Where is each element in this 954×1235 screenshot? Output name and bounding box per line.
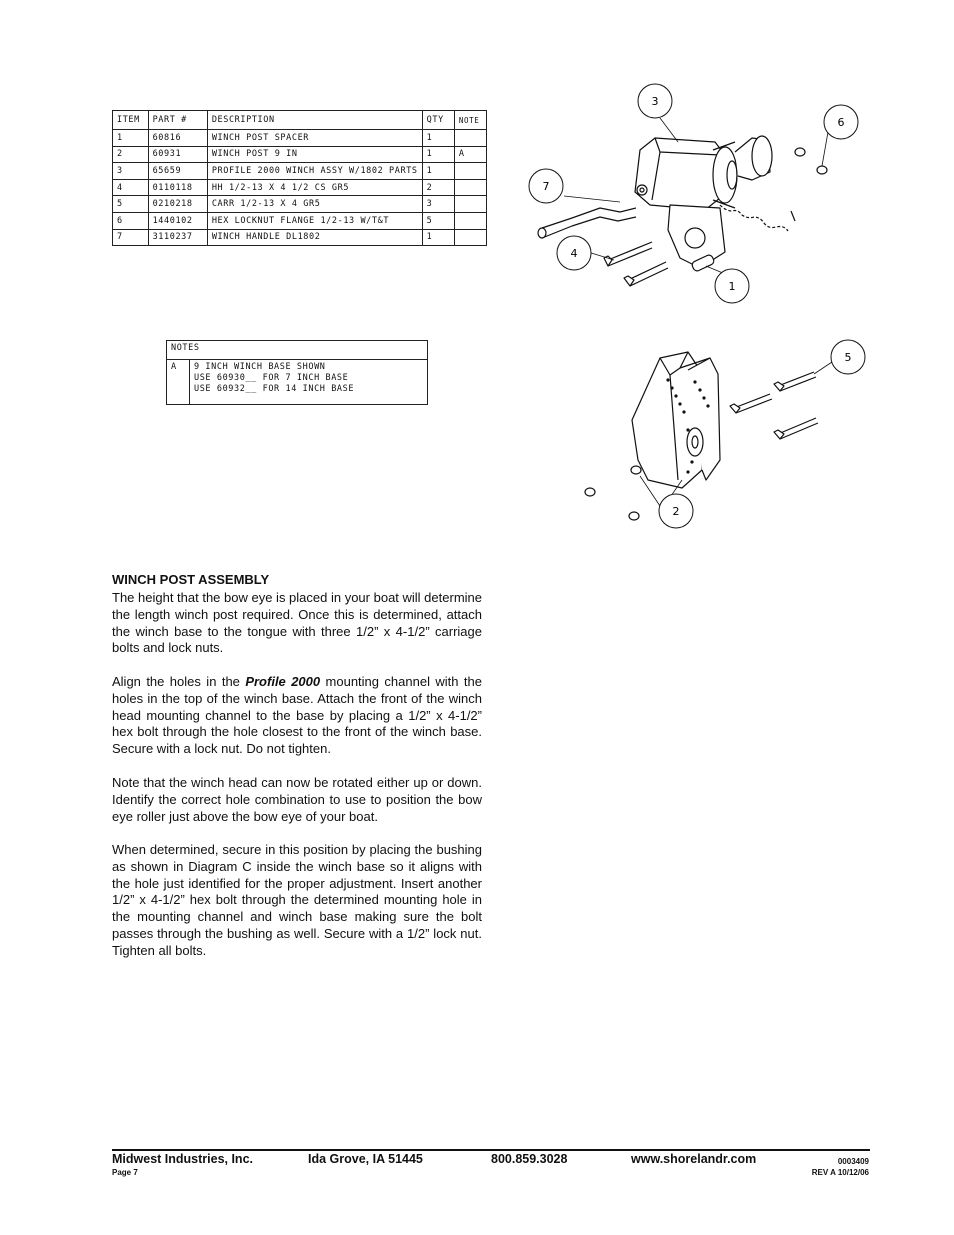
cell-note <box>454 196 486 213</box>
notes-line: 9 INCH WINCH BASE SHOWN <box>194 362 326 372</box>
cell-item: 7 <box>113 229 149 246</box>
cell-note <box>454 130 486 147</box>
callout-label: 2 <box>672 505 680 518</box>
cell-part: 3110237 <box>148 229 207 246</box>
header-note: NOTE <box>454 111 486 130</box>
table-row <box>113 212 487 229</box>
callout-4 <box>557 236 591 270</box>
cell-description: WINCH POST SPACER <box>207 130 422 147</box>
callout-label: 4 <box>570 247 578 260</box>
parts-table-header <box>113 111 487 130</box>
cell-description: WINCH HANDLE DL1802 <box>207 229 422 246</box>
paragraph-2 <box>112 674 482 758</box>
footer-company: Midwest Industries, Inc. <box>112 1152 253 1166</box>
cell-part: 60816 <box>148 130 207 147</box>
notes-header: NOTES <box>167 341 428 360</box>
footer-website: www.shorelandr.com <box>631 1152 757 1166</box>
cell-qty: 2 <box>422 179 454 196</box>
callout-7 <box>529 169 563 203</box>
cell-description: WINCH POST 9 IN <box>207 146 422 163</box>
cell-item: 3 <box>113 163 149 180</box>
section-heading: WINCH POST ASSEMBLY <box>112 572 270 587</box>
cell-note: A <box>454 146 486 163</box>
cell-item: 2 <box>113 146 149 163</box>
table-row <box>113 196 487 213</box>
winch-base-diagram <box>570 330 870 540</box>
cell-note <box>454 229 486 246</box>
notes-body <box>190 360 428 405</box>
cell-qty: 1 <box>422 163 454 180</box>
callout-3 <box>638 84 672 118</box>
paragraph-2-start: Align the holes in the <box>112 674 246 689</box>
header-part: PART # <box>148 111 207 130</box>
table-row <box>113 130 487 147</box>
notes-letter: A <box>167 360 190 405</box>
header-qty: QTY <box>422 111 454 130</box>
cell-note <box>454 179 486 196</box>
callout-6 <box>824 105 858 139</box>
callout-label: 6 <box>837 116 845 129</box>
paragraph-2-end: mounting channel with the holes in the top of the winch base. Attach the front of the winch head mounting channel to the base by placing a 1/2” x 4-1/2” hex bolt through the hole closest to the front of the winch base. Secure with a lock nut. Do not tighten. <box>112 674 482 757</box>
cell-description: HH 1/2-13 X 4 1/2 CS GR5 <box>207 179 422 196</box>
table-row <box>113 179 487 196</box>
footer-doc-number: 0003409 <box>837 1157 869 1166</box>
footer-revision: REV A 10/12/06 <box>811 1168 869 1177</box>
notes-table <box>166 340 428 405</box>
cell-qty: 3 <box>422 196 454 213</box>
cell-qty: 1 <box>422 146 454 163</box>
table-row <box>113 229 487 246</box>
cell-description: HEX LOCKNUT FLANGE 1/2-13 W/T&T <box>207 212 422 229</box>
cell-description: PROFILE 2000 WINCH ASSY W/1802 PARTS <box>207 163 422 180</box>
cell-item: 5 <box>113 196 149 213</box>
cell-item: 4 <box>113 179 149 196</box>
callout-1 <box>715 269 749 303</box>
paragraph-4: When determined, secure in this position by placing the bushing as shown in Diagram C inside the winch base so it aligns with the hole just identified for the proper adjustment. Insert another 1/2” x 4-1/2” hex bolt through the determined mounting hole in the mounting channel and winch base making sure the bolt passes through the bushing as well. Secure with a 1/2” lock nut. Tighten all bolts. <box>112 842 482 958</box>
cell-part: 1440102 <box>148 212 207 229</box>
footer-phone: 800.859.3028 <box>491 1152 568 1166</box>
header-item: ITEM <box>113 111 149 130</box>
footer-city: Ida Grove, IA 51445 <box>308 1152 423 1166</box>
callout-label: 7 <box>542 180 550 193</box>
table-row <box>113 146 487 163</box>
callout-5 <box>831 340 865 374</box>
callout-label: 3 <box>651 95 659 108</box>
table-row <box>113 163 487 180</box>
cell-qty: 1 <box>422 130 454 147</box>
callout-label: 1 <box>728 280 736 293</box>
cell-part: 65659 <box>148 163 207 180</box>
callout-label: 5 <box>844 351 852 364</box>
paragraph-3: Note that the winch head can now be rotated either up or down. Identify the correct hole combination to use to position the bow eye roller just above the bow eye of your boat. <box>112 775 482 824</box>
cell-item: 6 <box>113 212 149 229</box>
cell-qty: 5 <box>422 212 454 229</box>
cell-note <box>454 163 486 180</box>
cell-qty: 1 <box>422 229 454 246</box>
winch-head-diagram <box>520 80 870 310</box>
cell-part: 0210218 <box>148 196 207 213</box>
cell-part: 0110118 <box>148 179 207 196</box>
parts-table <box>112 110 487 246</box>
footer-page: Page 7 <box>112 1168 138 1177</box>
notes-line: USE 60932__ FOR 14 INCH BASE <box>194 384 355 394</box>
notes-line: USE 60930__ FOR 7 INCH BASE <box>194 373 349 383</box>
cell-part: 60931 <box>148 146 207 163</box>
header-description: DESCRIPTION <box>207 111 422 130</box>
cell-item: 1 <box>113 130 149 147</box>
product-name: Profile 2000 <box>245 674 321 689</box>
callout-2 <box>659 494 693 528</box>
footer-rule <box>112 1149 870 1151</box>
cell-description: CARR 1/2-13 X 4 GR5 <box>207 196 422 213</box>
paragraph-1: The height that the bow eye is placed in your boat will determine the length winch post required. Once this is determined, attach the winch base to the tongue with three 1/2” x 4-1/2” carriage bolts and lock nuts. <box>112 590 482 656</box>
cell-note <box>454 212 486 229</box>
